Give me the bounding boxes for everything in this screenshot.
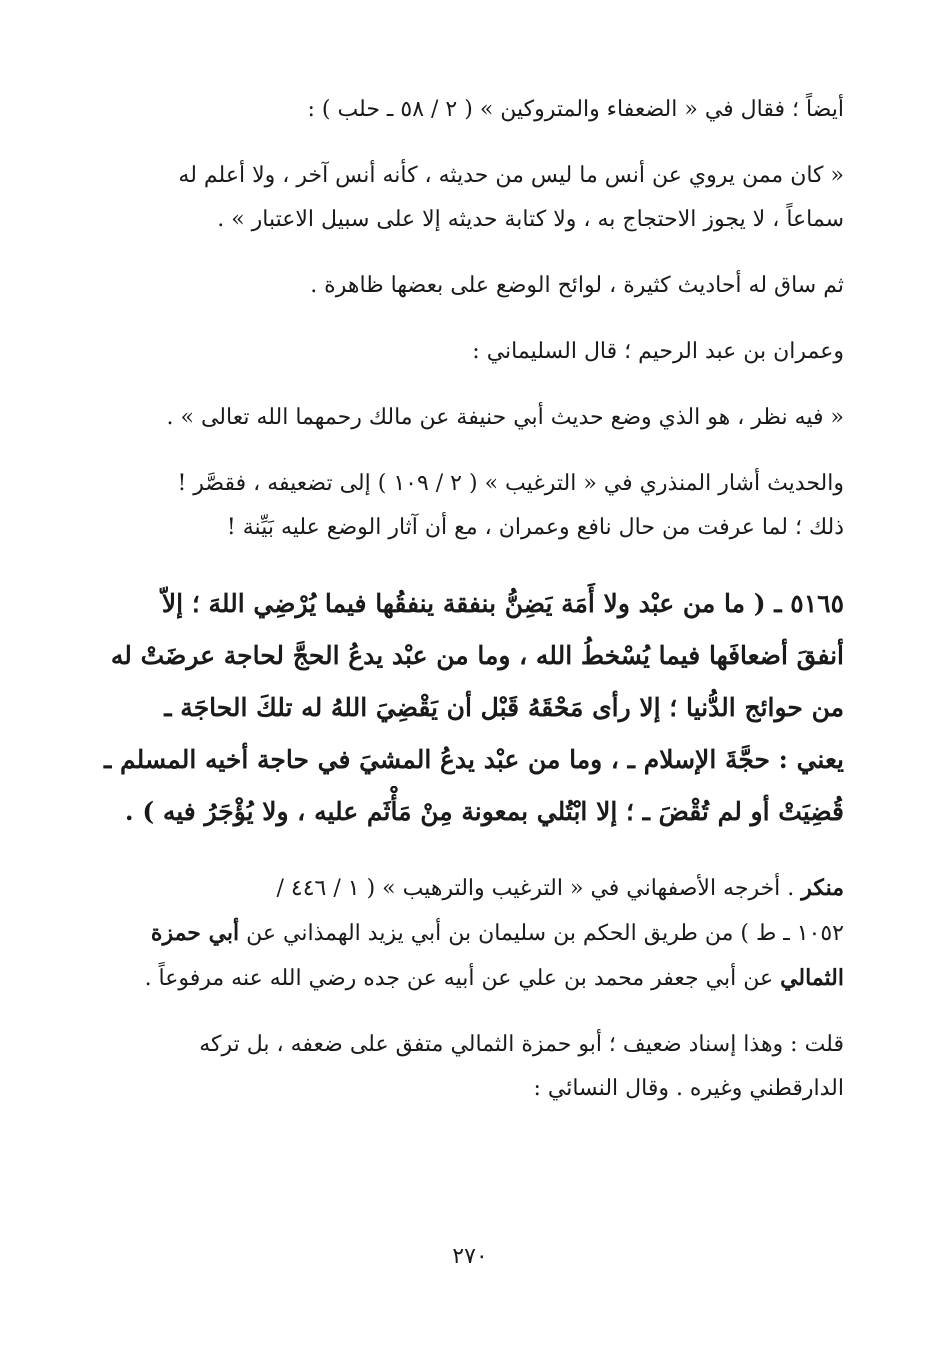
- paragraph-narrations: [100, 264, 844, 308]
- verdict-label: منكر: [801, 875, 844, 901]
- hadith-line: ٥١٦٥ ـ ( ما من عبْد ولا أَمَة يَضِنُّ بنفقة ينفقُها فيما يُرْضِي اللهَ ؛ إلاّ: [161, 589, 844, 618]
- hadith-line: من حوائج الدُّنيا ؛ إلا رأى مَحْقَهُ قَبْل أن يَقْضِيَ اللهُ له تلكَ الحاجَة ـ: [164, 693, 844, 722]
- paragraph-author-comment: [100, 1023, 844, 1111]
- hadith-text-5165: [100, 578, 844, 838]
- text-line: [100, 956, 844, 1001]
- hadith-line: يعني : حجَّةَ الإسلام ـ ، وما من عبْد يدعُ المشيَ في حاجة أخيه المسلم ـ: [104, 745, 844, 774]
- text-segment: . أخرجه الأصفهاني في « الترغيب والترهيب » ( ١ / ٤٤٦ /: [276, 876, 802, 901]
- paragraph-takhrij: [100, 866, 844, 1001]
- text-line: ذلك ؛ لما عرفت من حال نافع وعمران ، مع أن آثار الوضع عليه بَيِّنة !: [226, 515, 844, 540]
- text-line: [100, 866, 844, 911]
- text-line: والحديث أشار المنذري في « الترغيب » ( ٢ / ١٠٩ ) إلى تضعيفه ، فقصَّر !: [177, 471, 844, 496]
- hadith-line: قُضِيَتْ أو لم تُقْضَ ـ ؛ إلا ابْتُلي بمعونة مِنْ مَأْثَم عليه ، ولا يُؤْجَرُ فيه ) .: [124, 797, 844, 826]
- page-number: ٢٧٠: [452, 1244, 488, 1269]
- paragraph-intro: [100, 88, 844, 132]
- paragraph-mundhiri: [100, 462, 844, 550]
- text-segment: عن أبي جعفر محمد بن علي عن أبيه عن جده رضي الله عنه مرفوعاً .: [144, 966, 781, 991]
- text-line: [100, 911, 844, 956]
- text-line: ثم ساق له أحاديث كثيرة ، لوائح الوضع على بعضها ظاهرة .: [310, 273, 844, 298]
- text-line: وعمران بن عبد الرحيم ؛ قال السليماني :: [472, 339, 844, 364]
- page-body: [100, 88, 844, 1111]
- paragraph-quote-sulaymani: [100, 396, 844, 440]
- narrator-name: الثمالي: [780, 965, 844, 991]
- text-line: أيضاً ؛ فقال في « الضعفاء والمتروكين » ( ٢ / ٥٨ ـ حلب ) :: [307, 97, 844, 122]
- text-line: الدارقطني وغيره . وقال النسائي :: [533, 1076, 844, 1101]
- text-line: قلت : وهذا إسناد ضعيف ؛ أبو حمزة الثمالي متفق على ضعفه ، بل تركه: [199, 1032, 844, 1057]
- narrator-name: أبي حمزة: [150, 920, 240, 946]
- paragraph-imran: [100, 330, 844, 374]
- text-line: « فيه نظر ، هو الذي وضع حديث أبي حنيفة عن مالك رحمهما الله تعالى » .: [166, 405, 844, 430]
- paragraph-quote-ibn-hibban: [100, 154, 844, 242]
- text-line: سماعاً ، لا يجوز الاحتجاج به ، ولا كتابة حديثه إلا على سبيل الاعتبار » .: [217, 207, 844, 232]
- hadith-line: أنفقَ أضعافَها فيما يُسْخطُ الله ، وما من عبْد يدعُ الحجَّ لحاجة عرضَتْ له: [110, 641, 844, 670]
- text-line: « كان ممن يروي عن أنس ما ليس من حديثه ، كأنه أنس آخر ، ولا أعلم له: [178, 163, 844, 188]
- text-segment: ١٠٥٢ ـ ط ) من طريق الحكم بن سليمان بن أبي يزيد الهمذاني عن: [239, 921, 844, 946]
